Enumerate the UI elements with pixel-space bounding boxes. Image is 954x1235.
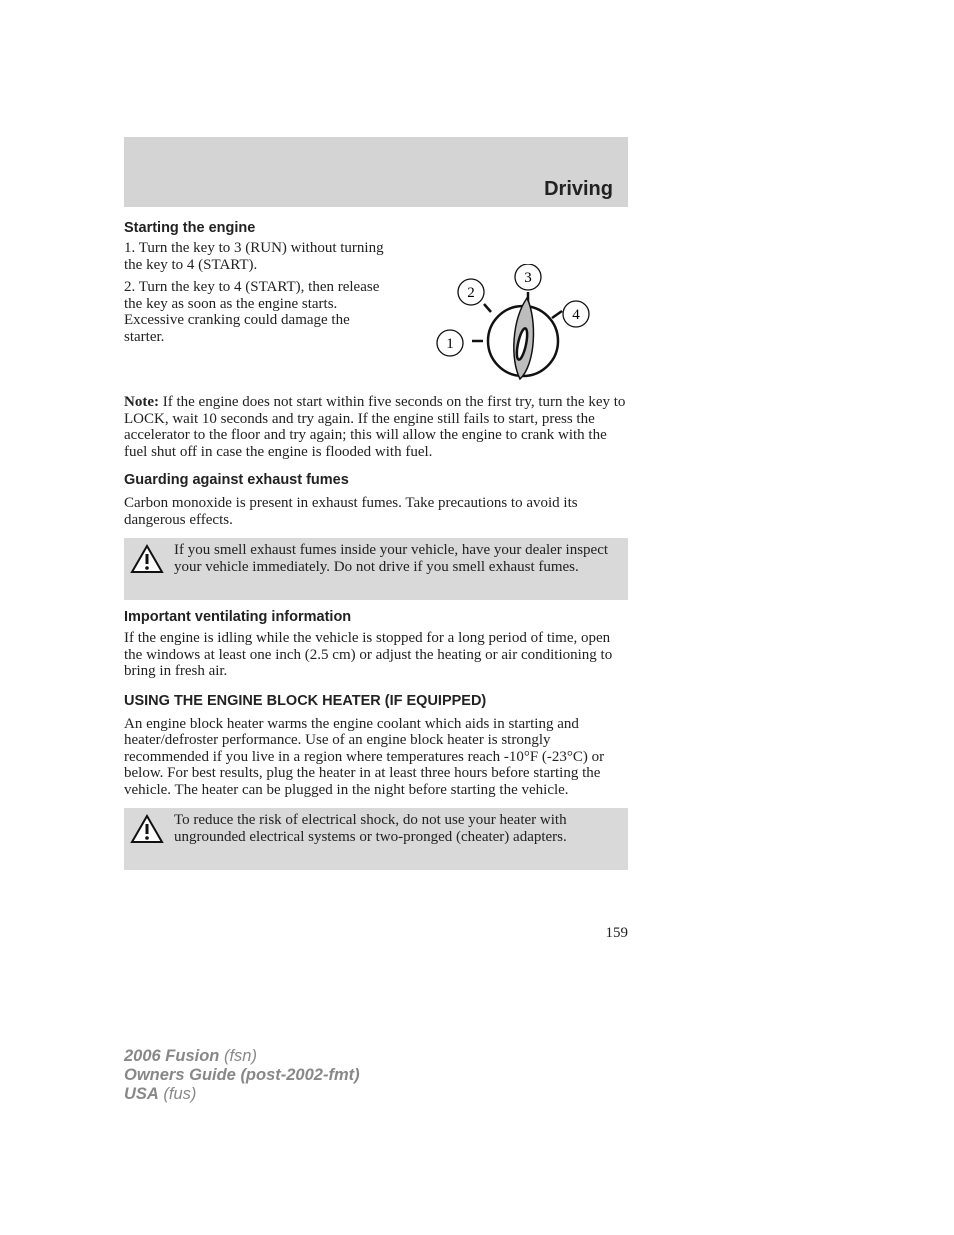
footer-line-2: [124, 1066, 360, 1085]
note-paragraph: [124, 394, 628, 460]
footer-line-1: [124, 1047, 360, 1066]
footer-model: 2006 Fusion: [124, 1047, 220, 1065]
footer-guide: Owners Guide (post-2002-fmt): [124, 1066, 360, 1084]
warning-text-exhaust: If you smell exhaust fumes inside your vehicle, have your dealer inspect your vehicle immediately. Do not drive if you smell exhaust fumes.: [174, 542, 609, 575]
warning-text-heater: To reduce the risk of electrical shock, do not use your heater with ungrounded electrical systems or two-pronged (cheater) adapters.: [174, 812, 567, 845]
step-1: 1. Turn the key to 3 (RUN) without turning the key to 4 (START).: [124, 240, 384, 273]
diagram-label-4: 4: [572, 307, 580, 323]
ventilating-text: If the engine is idling while the vehicle is stopped for a long period of time, open the windows at least one inch (2.5 cm) or adjust the heating or air conditioning to bring in fresh air.: [124, 630, 613, 679]
warning-box-exhaust: [124, 538, 628, 600]
warning-box-heater: [124, 808, 628, 870]
heading-starting-engine: Starting the engine: [124, 220, 256, 236]
heading-block-heater: USING THE ENGINE BLOCK HEATER (IF EQUIPPED): [124, 692, 487, 709]
diagram-label-3: 3: [524, 270, 532, 286]
starting-intro: [124, 236, 628, 394]
footer-market-code: (fus): [158, 1085, 197, 1103]
page-number: 159: [605, 925, 628, 941]
exhaust-text: Carbon monoxide is present in exhaust fumes. Take precautions to avoid its dangerous effects.: [124, 495, 578, 528]
heading-ventilating: Important ventilating information: [124, 609, 352, 625]
diagram-label-1: 1: [446, 336, 454, 352]
warning-triangle-icon: [130, 544, 164, 574]
footer-model-code: (fsn): [219, 1047, 257, 1065]
heading-exhaust-fumes: Guarding against exhaust fumes: [124, 472, 349, 488]
note-label: Note:: [124, 394, 159, 410]
footer-line-3: [124, 1085, 360, 1104]
ignition-diagram: [434, 264, 594, 384]
diagram-label-2: 2: [467, 285, 475, 301]
section-title: Driving: [544, 178, 613, 200]
warning-triangle-icon: [130, 814, 164, 844]
block-heater-text: An engine block heater warms the engine coolant which aids in starting and heater/defroster performance. Use of an engine block heater is strongly recommended if you live in a region where temperatures reach -10°F (-23°C) or below. For best results, plug the heater in at least three hours before starting the vehicle. The heater can be plugged in the night before starting the vehicle.: [124, 715, 605, 798]
step-2: 2. Turn the key to 4 (START), then release the key as soon as the engine starts. Excessive cranking could damage the starter.: [124, 279, 380, 345]
footer-market: USA: [124, 1085, 159, 1103]
header-band: [124, 137, 628, 207]
note-text: If the engine does not start within five seconds on the first try, turn the key to LOCK, wait 10 seconds and try again. If the engine still fails to start, press the accelerator to the floor and try again; this will allow the engine to crank with the fuel shut off in case the engine is flooded with fuel.: [124, 394, 626, 460]
page-content: [124, 220, 628, 870]
footer: [124, 1047, 360, 1104]
